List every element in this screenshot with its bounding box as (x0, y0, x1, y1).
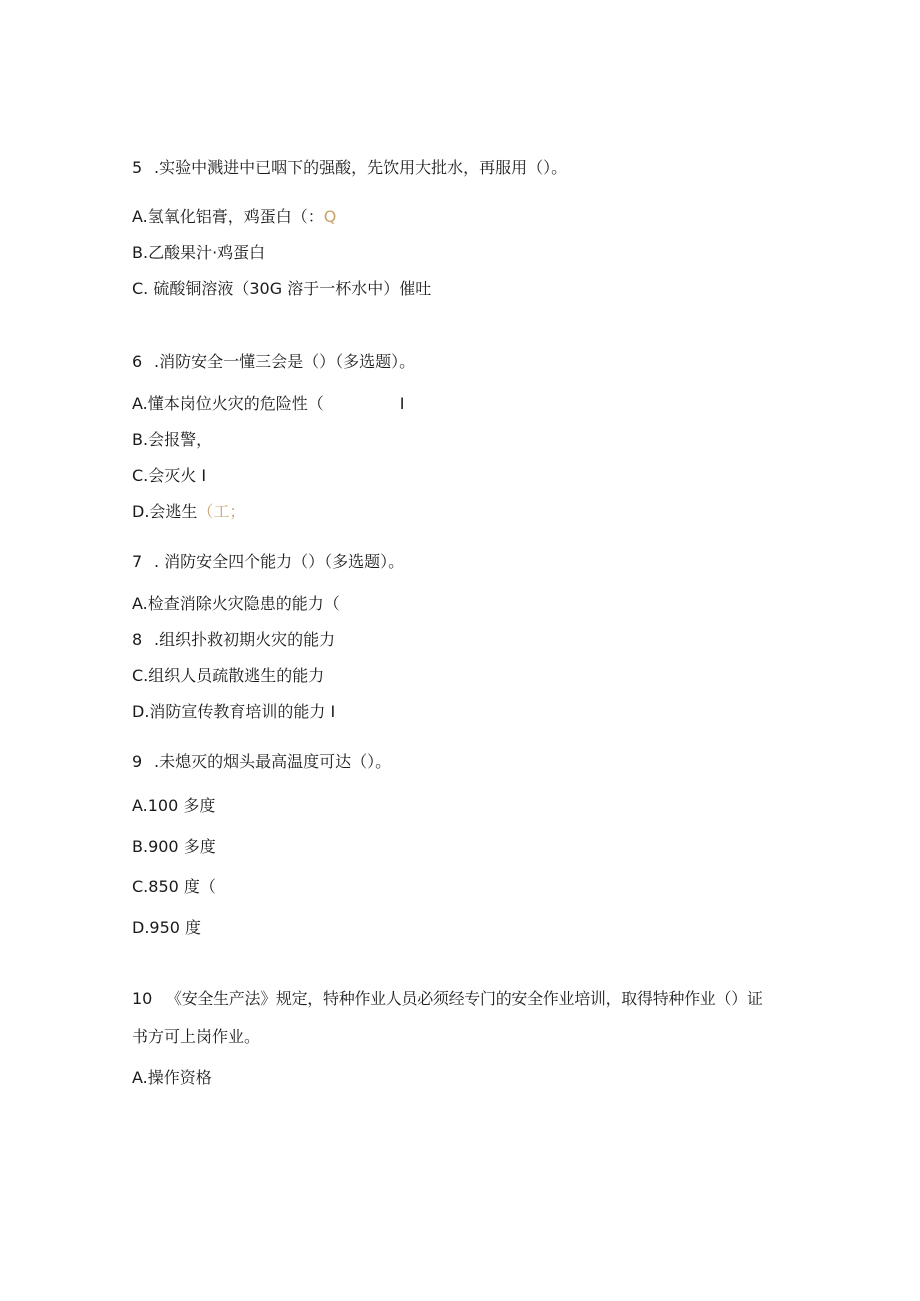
option-text: A.操作资格 (132, 1068, 212, 1087)
question-text: .消防安全一懂三会是（）（多选题）。 (154, 352, 416, 371)
question-5 (132, 158, 567, 178)
question-text: 《安全生产法》规定，特种作业人员必须经专门的安全作业培训，取得特种作业（）证 (166, 989, 763, 1008)
option-text: B.乙酸果汁·鸡蛋白 (132, 243, 266, 262)
option-9a (132, 796, 215, 816)
option-text: D.950 度 (132, 918, 202, 937)
question-6 (132, 352, 415, 372)
option-text: A.懂本岗位火灾的危险性（ (132, 394, 324, 413)
option-text: D.会逃生 (132, 502, 198, 521)
option-number: 8 (132, 630, 143, 649)
question-7 (132, 552, 404, 572)
question-10 (132, 989, 763, 1009)
question-number: 9 (132, 752, 143, 771)
faint-mark: Q (323, 207, 337, 226)
option-text: C. 硫酸铜溶液（30G 溶于一杯水中）催吐 (132, 279, 432, 298)
option-6c (132, 466, 206, 486)
option-text: A.检查消除火灾隐患的能力（ (132, 594, 340, 613)
question-number: 6 (132, 352, 143, 371)
option-7d (132, 702, 335, 722)
question-number: 7 (132, 552, 143, 571)
option-tail: I (399, 394, 405, 413)
option-9c (132, 877, 216, 897)
option-text: B.900 多度 (132, 837, 216, 856)
option-text: C.组织人员疏散逃生的能力 (132, 666, 325, 685)
option-6b (132, 430, 212, 450)
option-text: C.850 度（ (132, 877, 216, 896)
option-text: B.会报警， (132, 430, 213, 449)
option-6a (132, 394, 404, 414)
question-10-continuation (132, 1027, 260, 1047)
option-7a (132, 594, 340, 614)
question-9 (132, 752, 391, 772)
question-text: . 消防安全四个能力（）（多选题）。 (154, 552, 405, 571)
option-10a (132, 1068, 212, 1088)
option-text: A.100 多度 (132, 796, 216, 815)
question-number: 5 (132, 158, 143, 177)
option-text: C.会灭火 I (132, 466, 207, 485)
option-7c (132, 666, 324, 686)
option-5a (132, 207, 336, 227)
option-9b (132, 837, 216, 857)
option-text: .组织扑救初期火灾的能力 (154, 630, 336, 649)
question-number: 10 (132, 989, 153, 1008)
question-text-continuation: 书方可上岗作业。 (132, 1027, 261, 1046)
option-5c (132, 279, 431, 299)
option-6d (132, 502, 245, 522)
question-text: .实验中溅进中已咽下的强酸，先饮用大批水，再服用（）。 (154, 158, 568, 177)
option-9d (132, 918, 201, 938)
option-text: D.消防宣传教育培训的能力 I (132, 702, 336, 721)
option-text: A.氢氧化铝膏，鸡蛋白（： (132, 207, 324, 226)
option-5b (132, 243, 265, 263)
option-7b (132, 630, 335, 650)
question-text: .未熄灭的烟头最高温度可达（）。 (154, 752, 392, 771)
faint-mark: （工； (197, 502, 246, 521)
